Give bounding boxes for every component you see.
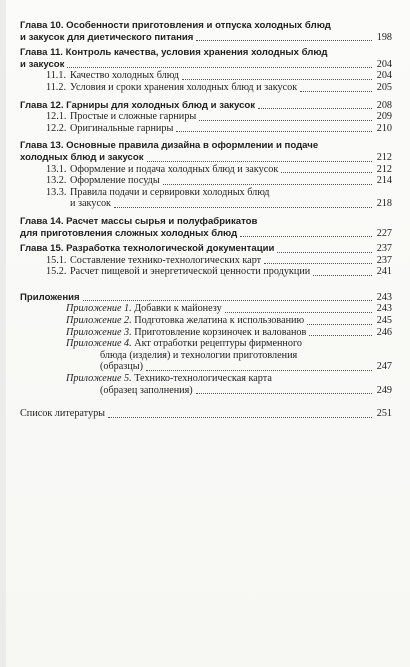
toc-chapter [20,20,392,43]
toc-section [20,111,392,123]
chapter-title-line: Глава 11. Контроль качества, условия хранения холодных блюд [20,47,328,59]
section-title: Составление технико-технологических карт [70,254,262,266]
table-of-contents [20,20,392,420]
dot-leader [176,131,372,132]
page-number: 246 [376,326,392,338]
toc-line-text: холодных блюд и закусок [20,151,144,163]
page-number: 204 [376,58,392,70]
dot-leader [309,335,372,336]
dot-leader [313,275,372,276]
appendix-item [20,338,392,350]
dot-leader [225,312,372,313]
bibliography-line [20,408,392,420]
page-number: 243 [376,303,392,315]
appendix-title: Приготовление корзиночек и валованов [134,326,307,338]
dot-leader [83,300,372,301]
chapter-title-line [20,152,392,164]
toc-chapter [20,243,392,278]
toc-section-continuation [20,198,392,210]
appendix-label: Приложение 2. [66,315,132,327]
dot-leader [264,263,372,264]
page-number: 227 [376,227,392,239]
dot-leader [146,370,372,371]
section-number: 11.1. [46,70,66,82]
section-number: 13.1. [46,163,67,175]
dot-leader [182,79,372,80]
appendix-item [20,315,392,327]
section-title: Правила подачи и сервировки холодных блюд [70,186,270,198]
toc-line-text: Глава 12. Гарниры для холодных блюд и закусок [20,99,256,111]
appendix-title-line: блюда (изделия) и технологии приготовления [100,349,298,361]
appendix-title: Технико-технологическая карта [134,373,272,385]
appendix-item-continuation [20,361,392,373]
section-title: Условия и сроки хранения холодных блюд и закусок [70,81,298,93]
section-title: Оформление посуды [70,175,160,187]
section-title: Качество холодных блюд [70,70,179,82]
toc-section [20,175,392,187]
toc-line-text: Глава 15. Разработка технологической документации [20,243,275,255]
toc-chapter [20,100,392,135]
section-title: Расчет пищевой и энергетической ценности продукции [70,266,311,278]
dot-leader [277,252,372,253]
toc-line-text: Список литературы [20,408,106,420]
toc-appendix [20,292,392,396]
appendix-label: Приложение 5. [66,373,132,385]
toc-line-text: и закусок [70,198,112,210]
page-number: 204 [376,70,392,82]
chapter-title-line [20,100,392,112]
page-number: 251 [376,408,392,420]
dot-leader [258,108,372,109]
appendix-label: Приложение 4. [66,338,132,350]
appendix-title: Добавки к майонезу [134,303,222,315]
chapter-title-line [20,243,392,255]
appendix-heading [20,292,392,304]
appendix-label: Приложение 1. [66,303,132,315]
dot-leader [281,172,372,173]
page-number: 205 [376,81,392,93]
section-number: 12.1. [46,111,67,123]
dot-leader [199,120,372,121]
page-number: 214 [376,175,392,187]
dot-leader [240,236,372,237]
toc-line-text: для приготовления сложных холодных блюд [20,227,238,239]
toc-chapter [20,47,392,93]
dot-leader [307,324,372,325]
dot-leader [147,161,372,162]
dot-leader [196,40,372,41]
section-number: 13.2. [46,175,67,187]
page-number: 245 [376,315,392,327]
toc-line-text: (образец заполнения) [100,384,193,396]
chapter-title-line: Глава 14. Расчет массы сырья и полуфабрикатов [20,215,258,227]
dot-leader [114,207,372,208]
page-number: 243 [376,291,392,303]
section-title: Оригинальные гарниры [70,122,174,134]
page-number: 209 [376,111,392,123]
toc-line-text: и закусок для диетического питания [20,31,194,43]
toc-line-text: (образцы) [100,361,143,373]
page-number: 208 [376,99,392,111]
toc-line-text: Приложения [20,291,80,303]
chapter-title-line [20,59,392,71]
appendix-title: Акт отработки рецептуры фирменного [134,338,302,350]
page-number: 210 [376,122,392,134]
chapter-title-line: Глава 10. Особенности приготовления и отпуска холодных блюд [20,20,331,31]
toc-section [20,266,392,278]
toc-chapter [20,140,392,210]
dot-leader [108,417,372,418]
dot-leader [196,393,372,394]
page-number: 249 [376,384,392,396]
chapter-title-line [20,32,392,44]
chapter-title-line [20,228,392,240]
appendix-title: Подготовка желатина к использованию [134,315,305,327]
page-number: 212 [376,151,392,163]
dot-leader [163,184,372,185]
dot-leader [67,67,372,68]
toc-section [20,187,392,199]
appendix-item-continuation [20,350,392,362]
toc-section [20,82,392,94]
appendix-item [20,303,392,315]
page-number: 212 [376,163,392,175]
toc-section [20,123,392,135]
section-number: 12.2. [46,122,67,134]
toc-line-text: и закусок [20,58,65,70]
page-number: 198 [376,31,392,43]
section-title: Оформление и подача холодных блюд и закусок [70,163,279,175]
section-title: Простые и сложные гарниры [70,111,197,123]
section-number: 15.1. [46,254,67,266]
page-number: 247 [376,361,392,373]
appendix-item [20,327,392,339]
toc-section [20,164,392,176]
appendix-label: Приложение 3. [66,326,132,338]
appendix-item-continuation [20,385,392,397]
page-number: 237 [376,254,392,266]
page-number: 218 [376,198,392,210]
section-number: 13.3. [46,186,67,198]
toc-section [20,70,392,82]
appendix-item [20,373,392,385]
section-number: 15.2. [46,266,67,278]
page-number: 241 [376,266,392,278]
section-number: 11.2. [46,81,66,93]
page-number: 237 [376,243,392,255]
toc-chapter [20,216,392,239]
chapter-title-line: Глава 13. Основные правила дизайна в оформлении и подаче [20,140,319,152]
toc-section [20,255,392,267]
dot-leader [300,91,372,92]
